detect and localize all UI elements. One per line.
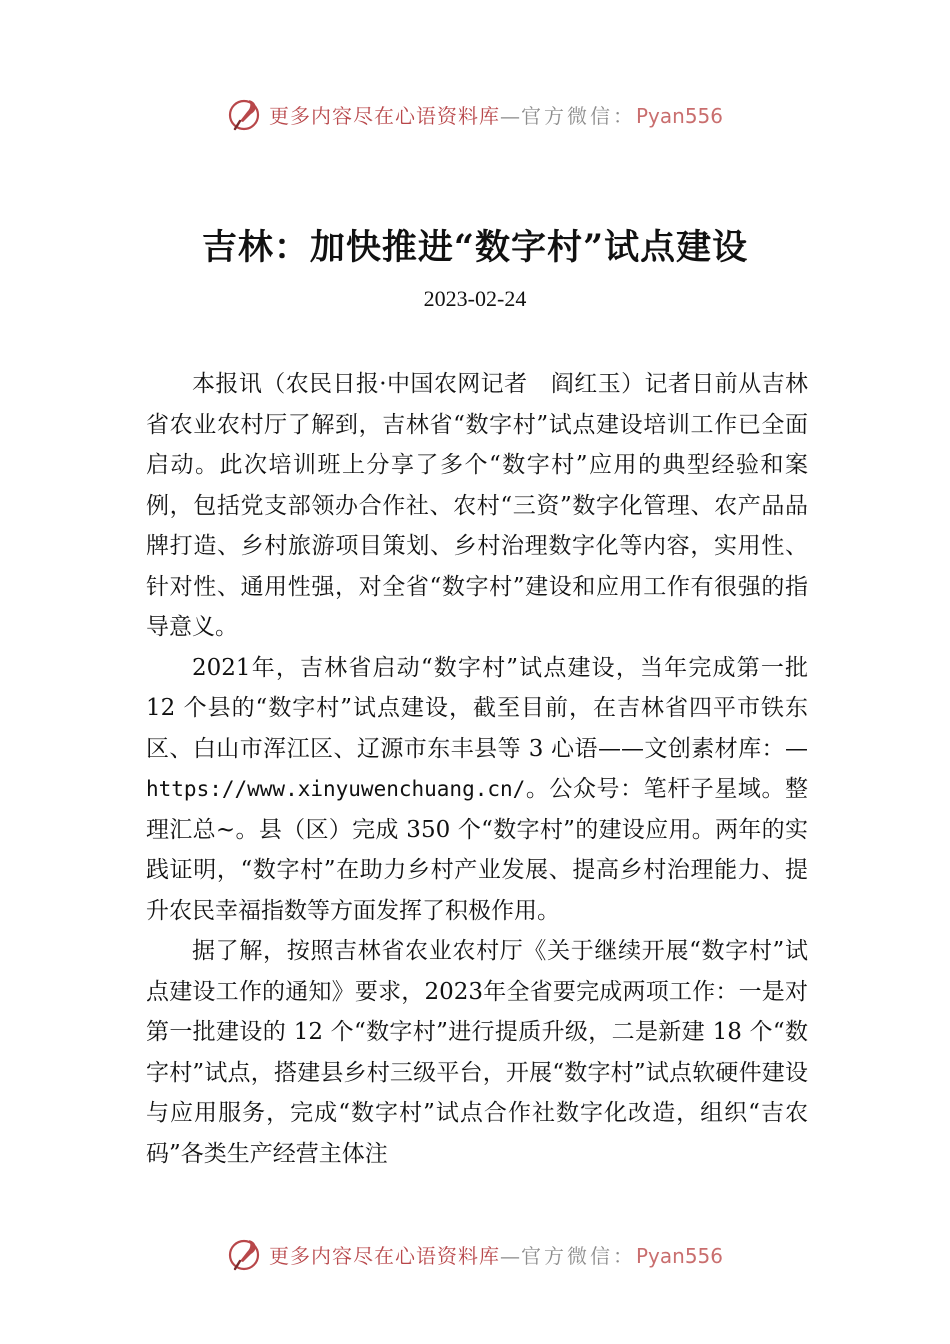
watermark-dash: — — [499, 1243, 521, 1268]
article-body — [146, 364, 808, 1174]
paragraph-1: 本报讯（农民日报·中国农网记者 阎红玉）记者日前从吉林省农业农村厅了解到，吉林省“数字村”试点建设培训工作已全面启动。此次培训班上分享了多个“数字村”应用的典型经验和案例，包括党支部领办合作社、农村“三资”数字化管理、农产品品牌打造、乡村旅游项目策划、乡村治理数字化等内容，实用性、针对性、通用性强，对全省“数字村”建设和应用工作有很强的指导意义。 — [146, 371, 808, 640]
watermark-text: 更多内容尽在心语资料库 — [268, 1243, 500, 1268]
embedded-url: https://www.xinyuwenchuang.cn/ — [146, 777, 526, 801]
wechat-id: Pyan556 — [635, 103, 723, 128]
paragraph-2-text-a: 2021年，吉林省启动“数字村”试点建设，当年完成第一批 12 个县的“数字村”试点建设，截至目前，在吉林省四平市铁东区、白山市浑江区、辽源市东丰县等 3 心语——文创素材库：— — [146, 654, 808, 762]
quill-logo-icon — [227, 1236, 263, 1272]
article-date: 2023-02-24 — [423, 286, 527, 311]
wechat-label: 官方微信： — [520, 1243, 636, 1268]
quill-logo-icon — [227, 96, 263, 132]
watermark-text: 更多内容尽在心语资料库 — [268, 103, 500, 128]
wechat-label: 官方微信： — [520, 103, 636, 128]
paragraph-2-text-b: 。公众号：笔杆子星域。整理汇总~。县（区）完成 350 个“数字村”的建设应用。两年的实践证明，“数字村”在助力乡村产业发展、提高乡村治理能力、提升农民幸福指数等方面发挥了积极作用。 — [146, 776, 808, 924]
header-watermark — [0, 92, 950, 136]
paragraph-3: 据了解，按照吉林省农业农村厅《关于继续开展“数字村”试点建设工作的通知》要求，2023年全省要完成两项工作：一是对第一批建设的 12 个“数字村”进行提质升级，二是新建 18 个“数字村”试点，搭建县乡村三级平台，开展“数字村”试点软硬件建设与应用服务，完成“数字村”试点合作社数字化改造，组织“吉农码”各类生产经营主体注 — [146, 938, 808, 1167]
watermark-dash: — — [499, 103, 521, 128]
footer-watermark — [0, 1232, 950, 1276]
wechat-id: Pyan556 — [635, 1243, 723, 1268]
article-title: 吉林：加快推进“数字村”试点建设 — [201, 227, 749, 268]
paragraph-2 — [146, 648, 808, 932]
